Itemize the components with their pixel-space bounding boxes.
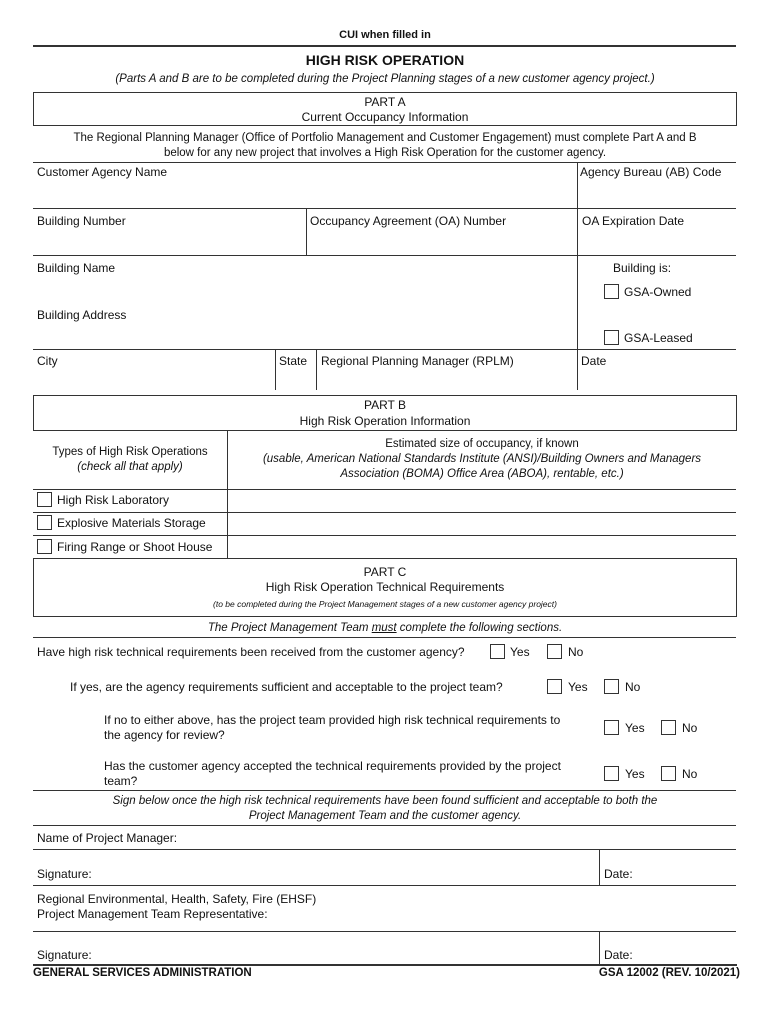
q3-no-checkbox[interactable] — [661, 720, 676, 735]
ehsf-name-field[interactable] — [290, 904, 735, 928]
footer-agency: GENERAL SERVICES ADMINISTRATION — [33, 967, 252, 979]
rplm-field[interactable] — [321, 370, 574, 388]
q2-yes-checkbox[interactable] — [547, 679, 562, 694]
q1-no-checkbox[interactable] — [547, 644, 562, 659]
rule — [33, 162, 736, 163]
ehsf-label-2: Project Management Team Representative: — [37, 907, 268, 921]
part-c-header-box — [33, 558, 737, 617]
sign-note-2: Project Management Team and the customer agency. — [248, 810, 522, 822]
date-field[interactable] — [581, 370, 735, 388]
customer-agency-name-field[interactable] — [36, 182, 574, 208]
cui-marking: CUI when filled in — [339, 29, 431, 41]
q4-no-label: No — [682, 767, 698, 781]
oa-number-field[interactable] — [310, 230, 574, 254]
q4-text-1: Has the customer agency accepted the technical requirements provided by the project — [104, 759, 561, 773]
header-rule — [33, 45, 736, 47]
part-b-subtitle: High Risk Operation Information — [299, 414, 471, 428]
gsa-leased-label: GSA-Leased — [624, 331, 693, 345]
rplm-label: Regional Planning Manager (RPLM) — [321, 354, 514, 368]
q2-yes-label: Yes — [568, 680, 588, 694]
explosive-materials-label: Explosive Materials Storage — [57, 516, 206, 530]
part-a-header-box — [33, 92, 737, 126]
ehsf-date-field[interactable] — [640, 934, 735, 962]
pm-signature-field[interactable] — [100, 852, 595, 882]
building-is-label: Building is: — [613, 261, 672, 275]
size-header-1: Estimated size of occupancy, if known — [385, 438, 579, 450]
pm-date-field[interactable] — [640, 852, 735, 882]
gsa-leased-checkbox[interactable] — [604, 330, 619, 345]
q1-no-label: No — [568, 645, 584, 659]
part-c-note: (to be completed during the Project Management stages of a new customer agency project) — [213, 599, 557, 609]
q2-text: If yes, are the agency requirements sufficient and acceptable to the project team? — [70, 680, 503, 694]
team-note-post: complete the following sections. — [396, 622, 563, 634]
firing-range-size-field[interactable] — [230, 537, 735, 557]
ehsf-signature-label: Signature: — [37, 948, 92, 962]
part-a-title: PART A — [364, 95, 406, 109]
q3-no-label: No — [682, 721, 698, 735]
ehsf-signature-field[interactable] — [100, 934, 595, 962]
q1-yes-checkbox[interactable] — [490, 644, 505, 659]
q4-yes-checkbox[interactable] — [604, 766, 619, 781]
building-number-label: Building Number — [37, 214, 126, 228]
pm-signature-label: Signature: — [37, 867, 92, 881]
part-c-subtitle: High Risk Operation Technical Requirements — [265, 580, 505, 594]
q1-text: Have high risk technical requirements been received from the customer agency? — [37, 645, 465, 659]
types-header-2: (check all that apply) — [77, 461, 183, 473]
pm-name-label: Name of Project Manager: — [37, 831, 178, 845]
oa-expiration-field[interactable] — [582, 230, 735, 254]
high-risk-laboratory-size-field[interactable] — [230, 491, 735, 511]
building-number-field[interactable] — [36, 230, 303, 254]
team-note — [0, 621, 770, 636]
form-title: HIGH RISK OPERATION — [305, 52, 465, 68]
state-field[interactable] — [279, 370, 314, 388]
building-name-field[interactable] — [36, 277, 574, 299]
q3-yes-label: Yes — [625, 721, 645, 735]
part-a-instructions-2: below for any new project that involves a High Risk Operation for the customer agency. — [163, 147, 607, 159]
part-b-header-box — [33, 395, 737, 431]
q3-yes-checkbox[interactable] — [604, 720, 619, 735]
explosive-materials-size-field[interactable] — [230, 514, 735, 534]
q3-text-2: the agency for review? — [104, 728, 225, 742]
building-address-field[interactable] — [36, 324, 574, 348]
size-header-2: (usable, American National Standards Institute (ANSI)/Building Owners and Managers — [262, 453, 702, 465]
building-name-label: Building Name — [37, 261, 116, 275]
agency-bureau-code-label: Agency Bureau (AB) Code — [580, 165, 722, 179]
footer-rule — [33, 964, 737, 966]
building-address-label: Building Address — [37, 308, 127, 322]
q2-no-checkbox[interactable] — [604, 679, 619, 694]
types-header-1: Types of High Risk Operations — [52, 446, 208, 458]
agency-bureau-code-field[interactable] — [580, 182, 735, 208]
city-field[interactable] — [36, 370, 272, 388]
team-note-pre: The Project Management Team — [207, 622, 372, 634]
form-subtitle: (Parts A and B are to be completed during the Project Planning stages of a new customer agency project.) — [115, 73, 655, 85]
gsa-owned-label: GSA-Owned — [624, 285, 692, 299]
firing-range-checkbox[interactable] — [37, 539, 52, 554]
ehsf-label-1: Regional Environmental, Health, Safety, Fire (EHSF) — [37, 892, 317, 906]
part-a-instructions-1: The Regional Planning Manager (Office of Portfolio Management and Customer Engagement) must complete Part A and B — [73, 132, 697, 144]
high-risk-laboratory-label: High Risk Laboratory — [57, 493, 170, 507]
ehsf-date-label: Date: — [604, 948, 633, 962]
part-a-subtitle: Current Occupancy Information — [301, 110, 469, 124]
pm-name-field[interactable] — [190, 828, 735, 848]
size-header-3: Association (BOMA) Office Area (ABOA), rentable, etc.) — [340, 468, 624, 480]
q4-no-checkbox[interactable] — [661, 766, 676, 781]
firing-range-label: Firing Range or Shoot House — [57, 540, 213, 554]
part-c-title: PART C — [363, 565, 407, 579]
date-label: Date — [581, 354, 607, 368]
customer-agency-name-label: Customer Agency Name — [37, 165, 168, 179]
sign-note-1: Sign below once the high risk technical requirements have been found sufficient and acceptable to both the — [112, 795, 658, 807]
part-b-title: PART B — [363, 398, 407, 412]
q2-no-label: No — [625, 680, 641, 694]
footer-form-number: GSA 12002 (REV. 10/2021) — [598, 967, 740, 979]
team-note-must: must — [371, 622, 397, 634]
oa-number-label: Occupancy Agreement (OA) Number — [310, 214, 507, 228]
explosive-materials-checkbox[interactable] — [37, 515, 52, 530]
q3-text-1: If no to either above, has the project team provided high risk technical requirements to — [104, 713, 561, 727]
pm-date-label: Date: — [604, 867, 633, 881]
high-risk-laboratory-checkbox[interactable] — [37, 492, 52, 507]
q4-text-2: team? — [104, 774, 138, 788]
oa-expiration-label: OA Expiration Date — [582, 214, 685, 228]
state-label: State — [279, 354, 308, 368]
gsa-owned-checkbox[interactable] — [604, 284, 619, 299]
q4-yes-label: Yes — [625, 767, 645, 781]
q1-yes-label: Yes — [510, 645, 530, 659]
city-label: City — [37, 354, 58, 368]
